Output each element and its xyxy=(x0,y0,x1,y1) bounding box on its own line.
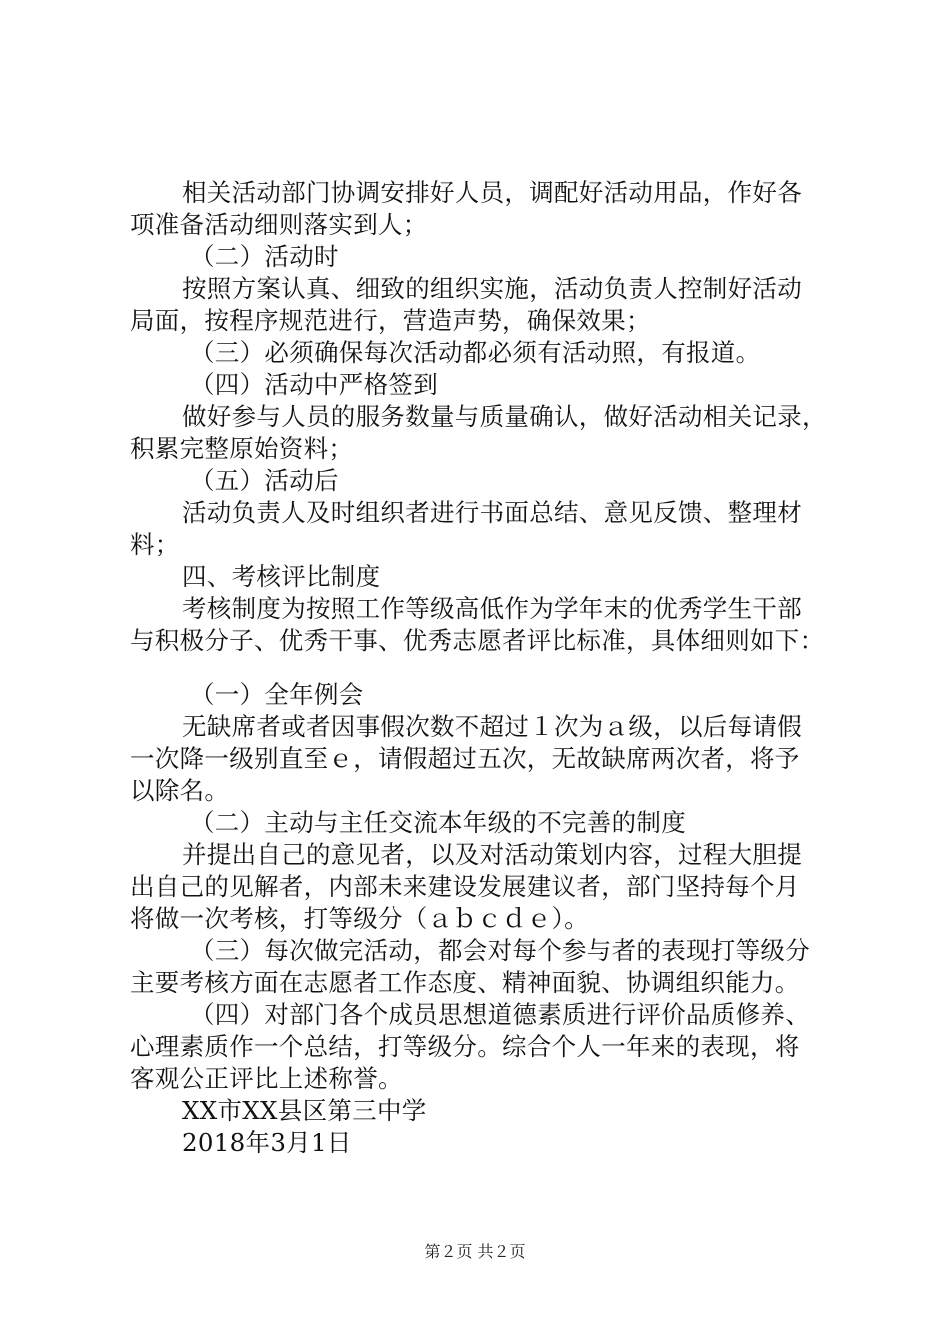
section-heading: （三）必须确保每次活动都必须有活动照，有报道。 xyxy=(190,338,761,367)
paragraph-line: 与积极分子、优秀干事、优秀志愿者评比标准，具体细则如下： xyxy=(130,626,825,655)
paragraph-line: 做好参与人员的服务数量与质量确认，做好活动相关记录， xyxy=(182,402,827,431)
paragraph-line: 并提出自己的意见者，以及对活动策划内容，过程大胆提 xyxy=(182,840,802,869)
paragraph-line: （三）每次做完活动，都会对每个参与者的表现打等级分 xyxy=(190,936,810,965)
paragraph-line: 出自己的见解者，内部未来建设发展建议者，部门坚持每个月 xyxy=(130,872,800,901)
section-heading: （二）活动时 xyxy=(190,242,339,271)
paragraph-line: 料； xyxy=(130,530,180,559)
signature-date: 2018年3月1日 xyxy=(182,1128,352,1157)
section-heading: （五）活动后 xyxy=(190,466,339,495)
paragraph-line: （四）对部门各个成员思想道德素质进行评价品质修养、 xyxy=(190,1000,810,1029)
section-heading: （一）全年例会 xyxy=(190,680,364,709)
paragraph-line: 局面，按程序规范进行，营造声势，确保效果； xyxy=(130,306,651,335)
paragraph-line: 以除名。 xyxy=(130,776,230,805)
paragraph-line: 将做一次考核，打等级分（ａｂｃｄｅ）。 xyxy=(130,904,589,933)
section-heading: 四、考核评比制度 xyxy=(182,562,381,591)
page-number-footer: 第２页 共２页 xyxy=(424,1242,526,1261)
paragraph-line: 按照方案认真、细致的组织实施，活动负责人控制好活动 xyxy=(182,274,802,303)
paragraph-line: 客观公正评比上述称誉。 xyxy=(130,1064,403,1093)
paragraph-line: 一次降一级别直至ｅ，请假超过五次，无故缺席两次者，将予 xyxy=(130,744,800,773)
section-heading: （四）活动中严格签到 xyxy=(190,370,438,399)
paragraph-line: 主要考核方面在志愿者工作态度、精神面貌、协调组织能力。 xyxy=(130,968,800,997)
paragraph-line: 积累完整原始资料； xyxy=(130,434,354,463)
paragraph-line: 无缺席者或者因事假次数不超过１次为ａ级，以后每请假 xyxy=(182,712,802,741)
paragraph-line: 相关活动部门协调安排好人员，调配好活动用品，作好各 xyxy=(182,178,802,207)
paragraph-line: 心理素质作一个总结，打等级分。综合个人一年来的表现，将 xyxy=(130,1032,800,1061)
paragraph-line: 活动负责人及时组织者进行书面总结、意见反馈、整理材 xyxy=(182,498,802,527)
section-heading: （二）主动与主任交流本年级的不完善的制度 xyxy=(190,808,686,837)
signature-organization: XX市XX县区第三中学 xyxy=(182,1096,427,1125)
paragraph-line: 考核制度为按照工作等级高低作为学年末的优秀学生干部 xyxy=(182,594,802,623)
paragraph-line: 项准备活动细则落实到人； xyxy=(130,210,428,239)
